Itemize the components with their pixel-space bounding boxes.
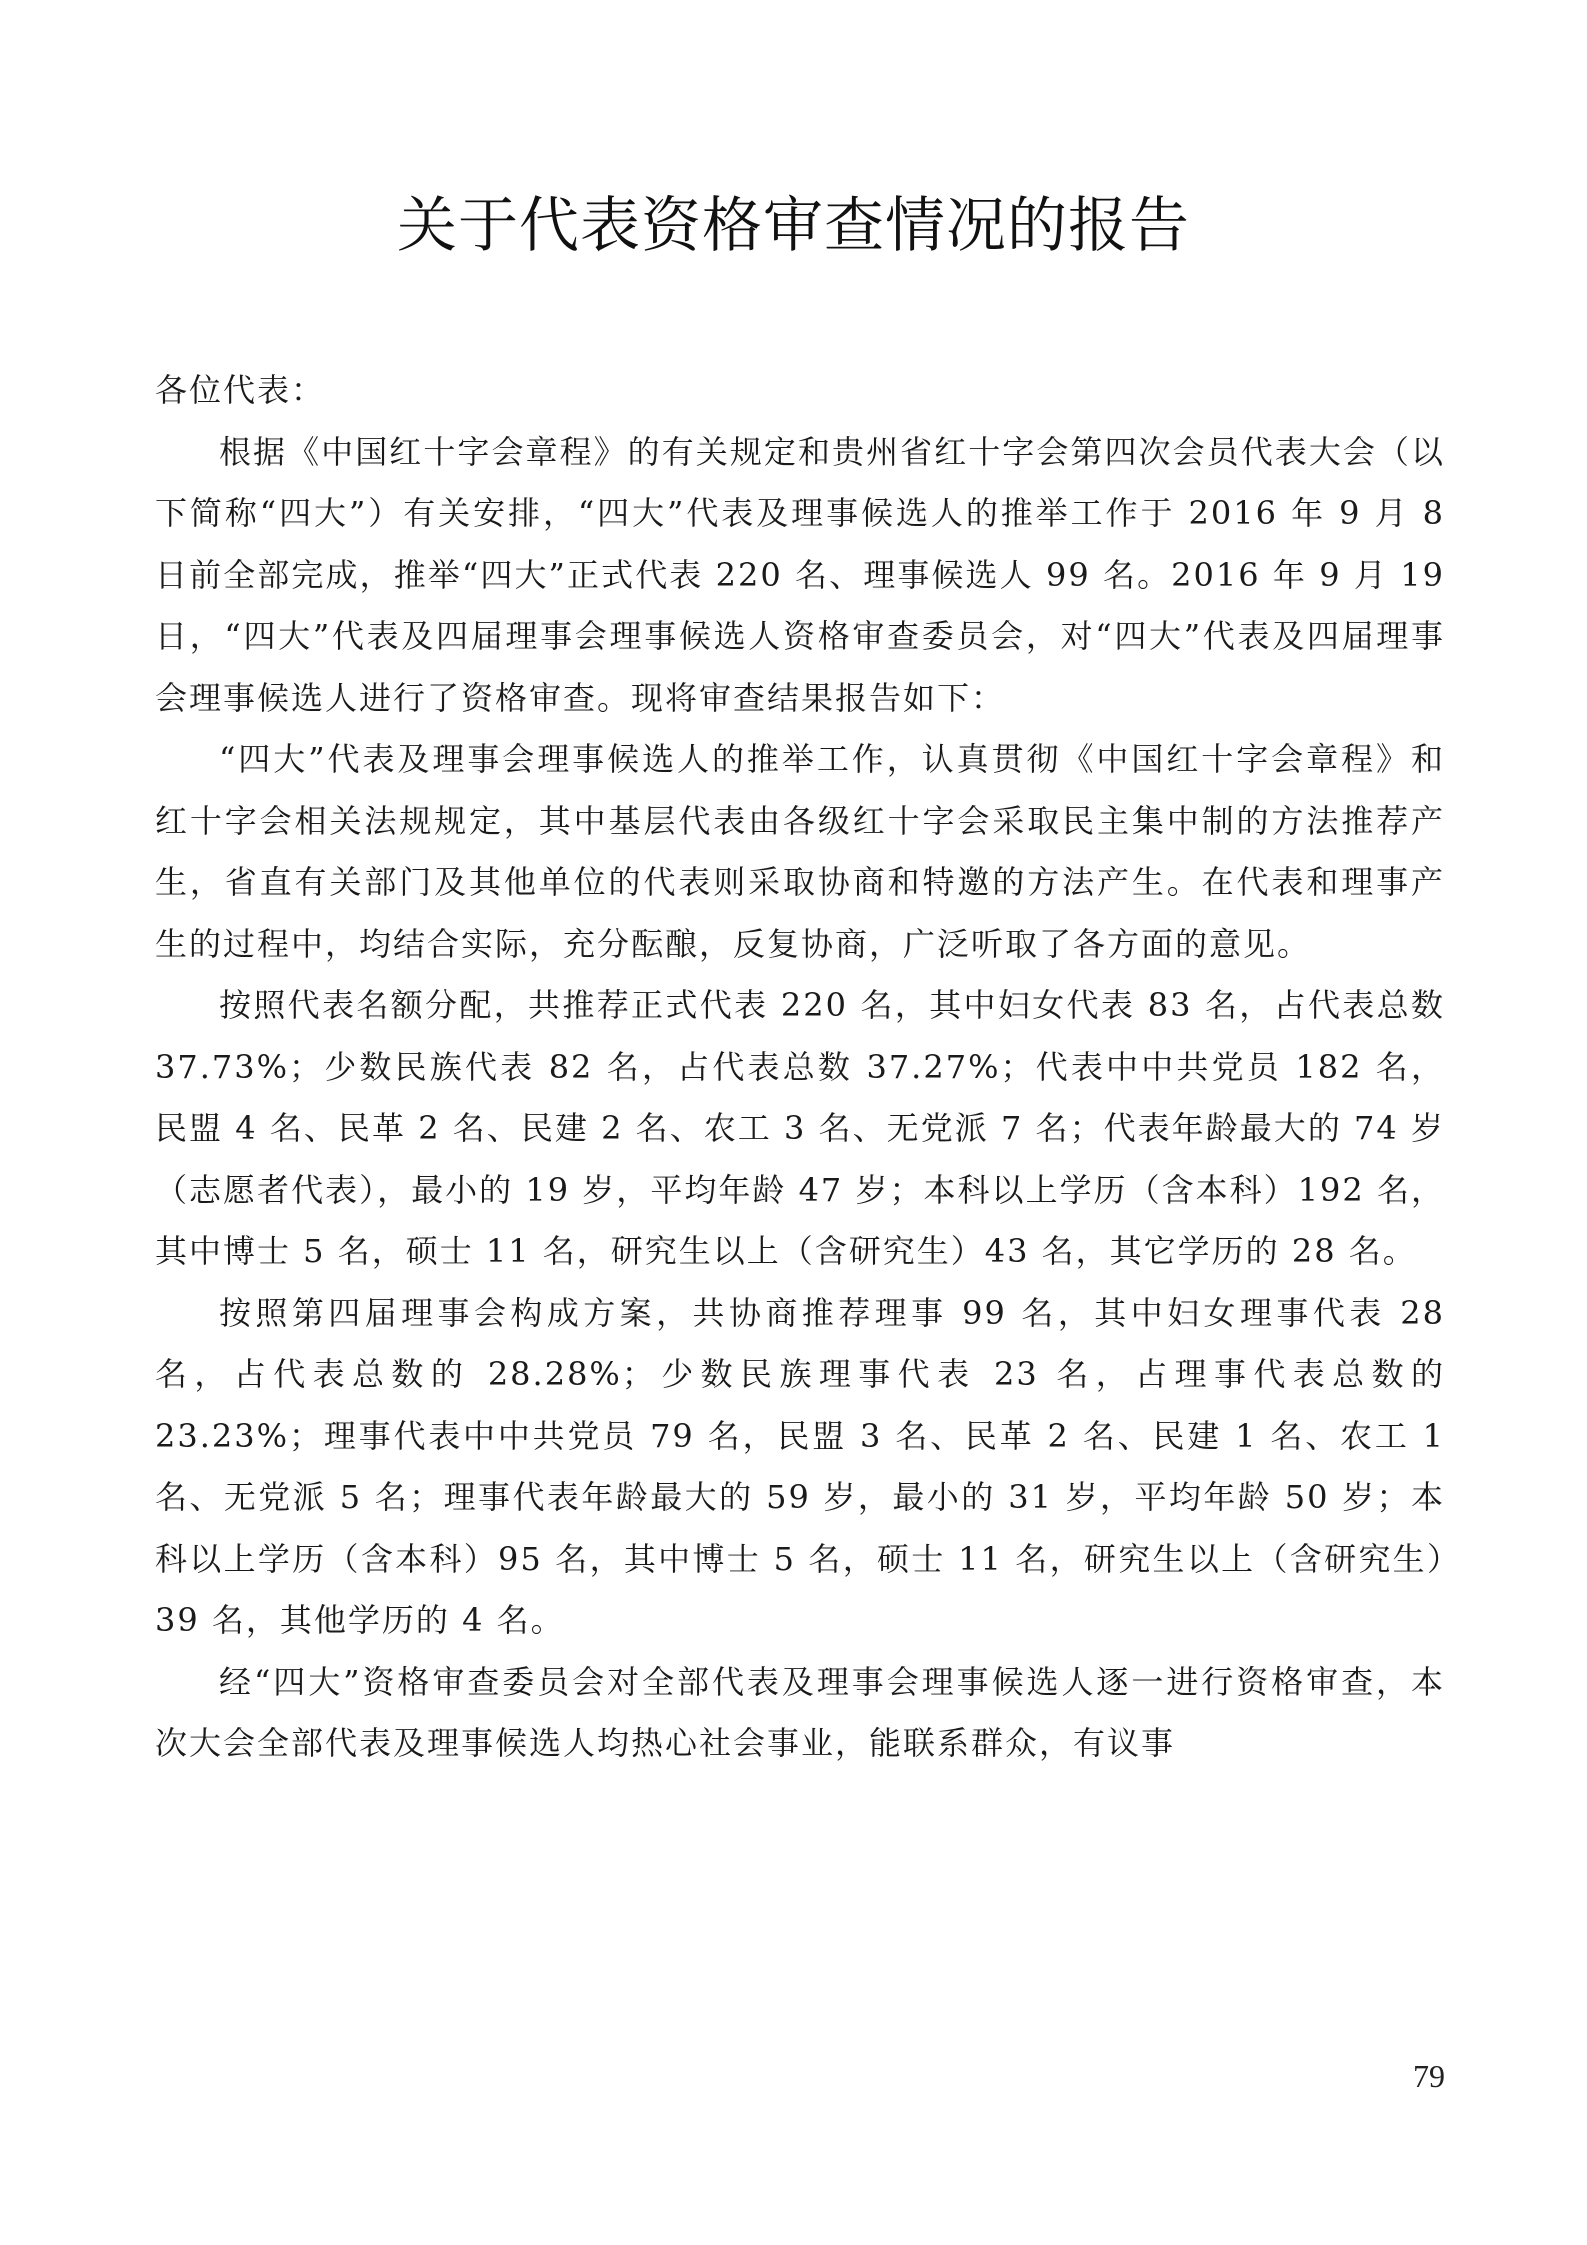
- paragraph-review-result: 经“四大”资格审查委员会对全部代表及理事会理事候选人逐一进行资格审查，本次大会全部代表及理事候选人均热心社会事业，能联系群众，有议事: [155, 1662, 1445, 1762]
- paragraph-nomination-process: “四大”代表及理事会理事候选人的推举工作，认真贯彻《中国红十字会章程》和红十字会相关法规规定，其中基层代表由各级红十字会采取民主集中制的方法推荐产生，省直有关部门及其他单位的代表则采取协商和特邀的方法产生。在代表和理事产生的过程中，均结合实际，充分酝酿，反复协商，广泛听取了各方面的意见。: [155, 740, 1445, 963]
- salutation: 各位代表：: [155, 371, 326, 409]
- report-body: [155, 360, 1445, 1775]
- paragraph-delegate-statistics: 按照代表名额分配，共推荐正式代表 220 名，其中妇女代表 83 名，占代表总数 37.73%；少数民族代表 82 名，占代表总数 37.27%；代表中中共党员 182 名，民盟 4 名、民革 2 名、民建 2 名、农工 3 名、无党派 7 名；代表年龄最大的 74 岁（志愿者代表），最小的 19 岁，平均年龄 47 岁；本科以上学历（含本科）192 名，其中博士 5 名，硕士 11 名，研究生以上（含研究生）43 名，其它学历的 28 名。: [155, 986, 1445, 1270]
- paragraph-background: 根据《中国红十字会章程》的有关规定和贵州省红十字会第四次会员代表大会（以下简称“四大”）有关安排，“四大”代表及理事候选人的推举工作于 2016 年 9 月 8 日前全部完成，推举“四大”正式代表 220 名、理事候选人 99 名。2016 年 9 月 19 日，“四大”代表及四届理事会理事候选人资格审查委员会，对“四大”代表及四届理事会理事候选人进行了资格审查。现将审查结果报告如下：: [155, 432, 1445, 717]
- page-number: 79: [1413, 2058, 1445, 2094]
- paragraph-council-statistics: 按照第四届理事会构成方案，共协商推荐理事 99 名，其中妇女理事代表 28 名，占代表总数的 28.28%；少数民族理事代表 23 名，占理事代表总数的 23.23%；理事代表中中共党员 79 名，民盟 3 名、民革 2 名、民建 1 名、农工 1 名、无党派 5 名；理事代表年龄最大的 59 岁，最小的 31 岁，平均年龄 50 岁；本科以上学历（含本科）95 名，其中博士 5 名，硕士 11 名，研究生以上（含研究生）39 名，其他学历的 4 名。: [155, 1293, 1445, 1639]
- report-title: 关于代表资格审查情况的报告: [397, 191, 1190, 261]
